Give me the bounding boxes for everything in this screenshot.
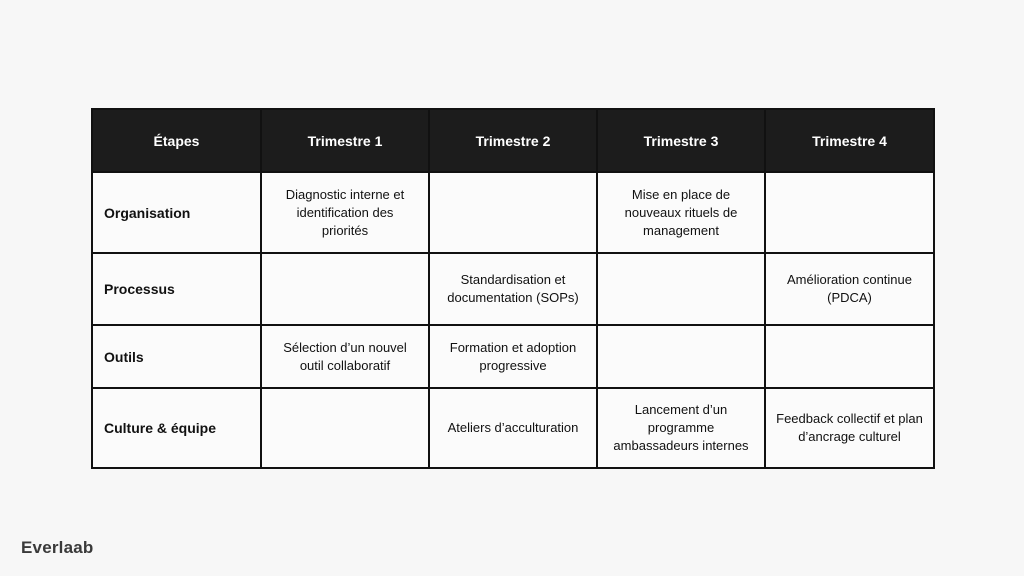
row-label: Organisation (92, 172, 261, 253)
header-row (92, 109, 934, 172)
table-row-culture-equipe (92, 388, 934, 468)
table-cell: Diagnostic interne et identification des priorités (261, 172, 429, 253)
row-label: Outils (92, 325, 261, 388)
header-etapes: Étapes (92, 109, 261, 172)
table-row-processus (92, 253, 934, 325)
table-cell: Sélection d’un nouvel outil collaboratif (261, 325, 429, 388)
table-row-organisation (92, 172, 934, 253)
table-cell: Standardisation et documentation (SOPs) (429, 253, 597, 325)
table-cell (261, 253, 429, 325)
header-trimestre-1: Trimestre 1 (261, 109, 429, 172)
table-cell: Amélioration continue (PDCA) (765, 253, 934, 325)
table-cell: Ateliers d’acculturation (429, 388, 597, 468)
header-trimestre-4: Trimestre 4 (765, 109, 934, 172)
row-label: Culture & équipe (92, 388, 261, 468)
table-row-outils (92, 325, 934, 388)
table-cell: Feedback collectif et plan d’ancrage culturel (765, 388, 934, 468)
table-cell (765, 325, 934, 388)
table-cell (429, 172, 597, 253)
table-cell (597, 253, 765, 325)
header-trimestre-2: Trimestre 2 (429, 109, 597, 172)
table-cell (765, 172, 934, 253)
row-label: Processus (92, 253, 261, 325)
table-cell (261, 388, 429, 468)
table-cell (597, 325, 765, 388)
brand-logo-text: Everlaab (21, 538, 94, 557)
table-cell: Formation et adoption progressive (429, 325, 597, 388)
table-cell: Lancement d’un programme ambassadeurs internes (597, 388, 765, 468)
header-trimestre-3: Trimestre 3 (597, 109, 765, 172)
roadmap-table (91, 108, 935, 469)
table-cell: Mise en place de nouveaux rituels de management (597, 172, 765, 253)
